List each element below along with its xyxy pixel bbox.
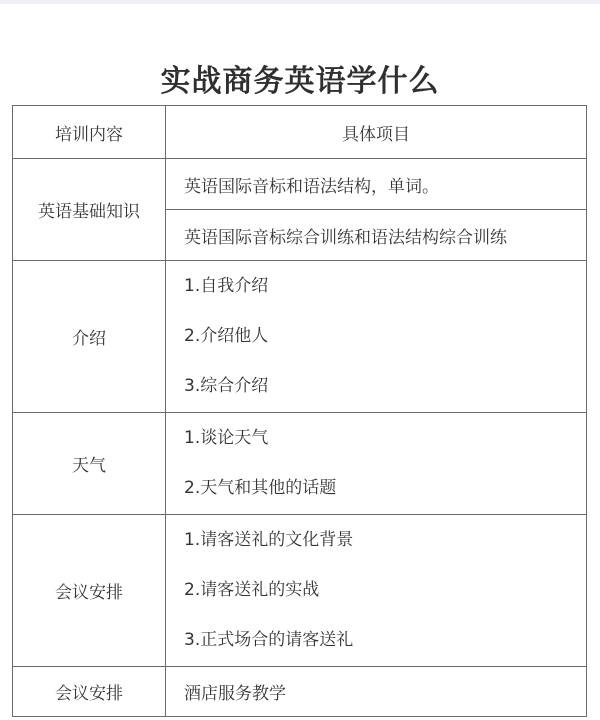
header-training-content: 培训内容 (13, 106, 166, 159)
list-item: 2.请客送礼的实战 (184, 580, 320, 600)
header-specific-items: 具体项目 (166, 106, 587, 159)
item-list-cell (166, 261, 587, 413)
page-title: 实战商务英语学什么 (160, 64, 440, 99)
table-row (13, 413, 587, 515)
item-cell: 英语国际音标和语法结构，单词。 (166, 159, 587, 210)
table-row (13, 261, 587, 413)
top-strip (0, 0, 600, 4)
list-item: 2.介绍他人 (184, 326, 269, 346)
category-cell: 介绍 (13, 261, 166, 413)
category-cell: 天气 (13, 413, 166, 515)
category-cell: 会议安排 (13, 515, 166, 667)
item-list-cell (166, 515, 587, 667)
item-cell: 酒店服务教学 (166, 667, 587, 717)
list-item: 3.正式场合的请客送礼 (184, 630, 354, 650)
list-item: 1.请客送礼的文化背景 (184, 530, 354, 550)
table-header-row (13, 106, 587, 159)
table-row (13, 515, 587, 667)
list-item: 1.自我介绍 (184, 276, 269, 296)
item-list-cell (166, 413, 587, 515)
list-item: 2.天气和其他的话题 (184, 478, 337, 498)
list-item: 3.综合介绍 (184, 376, 269, 396)
table-row (13, 159, 587, 210)
category-cell: 英语基础知识 (13, 159, 166, 261)
table-row (13, 667, 587, 717)
list-item: 1.谈论天气 (184, 428, 269, 448)
training-table (12, 105, 587, 717)
item-cell: 英语国际音标综合训练和语法结构综合训练 (166, 210, 587, 261)
category-cell: 会议安排 (13, 667, 166, 717)
